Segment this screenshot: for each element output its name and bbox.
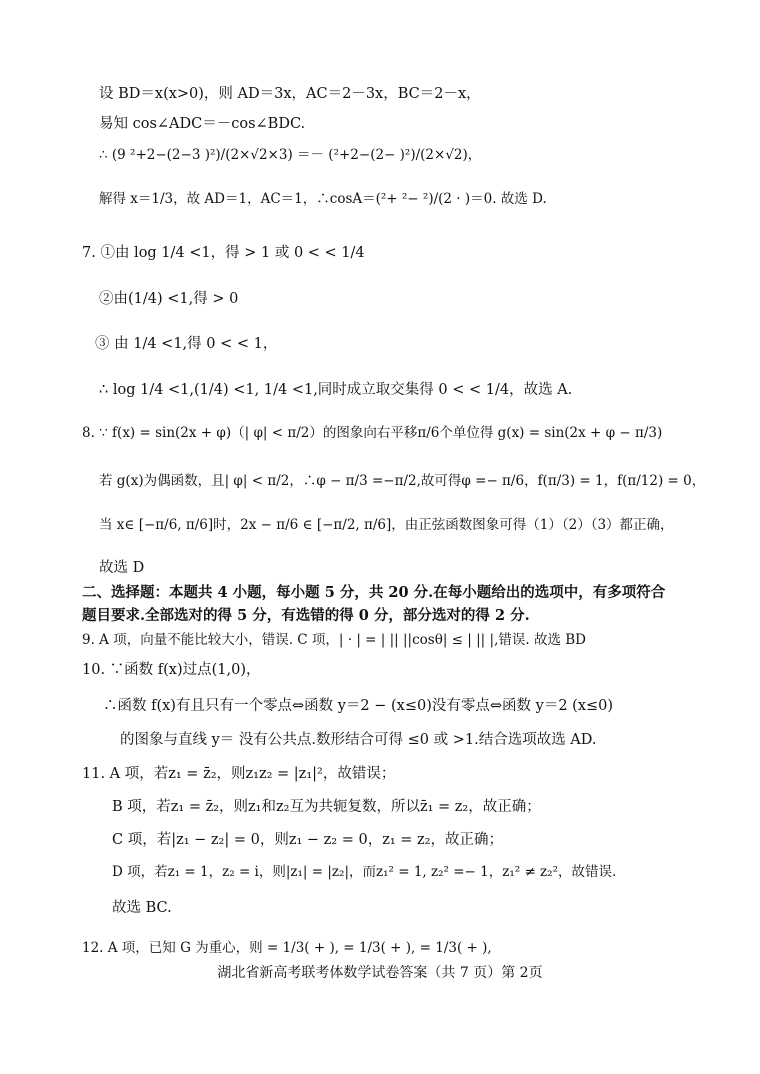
text-line-17: ∴函数 f(x)有且只有一个零点⇔函数 y＝2 − (x≤0)没有零点⇔函数 y＝2 (x≤0) bbox=[103, 698, 614, 714]
text-line-20: B 项，若z₁ = z̄₂，则z₁和z₂互为共轭复数，所以z̄₁ = z₂，故正确； bbox=[112, 799, 541, 815]
text-line-2: 易知 cos∠ADC＝－cos∠BDC. bbox=[99, 116, 306, 132]
text-line-18: 的图象与直线 y＝ 没有公共点.数形结合可得 ≤0 或 >1.结合选项故选 AD. bbox=[120, 732, 597, 748]
text-line-4: 解得 x＝1/3，故 AD＝1，AC＝1，∴cosA＝(²+ ²− ²)/(2 · )＝0. 故选 D. bbox=[99, 191, 547, 207]
text-line-7: ③ 由 1/4 <1,得 0 < < 1， bbox=[95, 336, 278, 352]
text-line-8: ∴ log 1/4 <1,(1/4) <1, 1/4 <1,同时成立取交集得 0 < < 1/4，故选 A. bbox=[99, 382, 573, 398]
text-line-6: ②由(1/4) <1,得 > 0 bbox=[99, 291, 239, 307]
text-line-1: 设 BD＝x(x>0)，则 AD＝3x，AC＝2－3x，BC＝2－x， bbox=[99, 86, 481, 102]
text-line-21: C 项，若|z₁ − z₂| = 0，则z₁ − z₂ = 0，z₁ = z₂，故正确； bbox=[112, 832, 503, 848]
section-heading-line-2: 题目要求.全部选对的得 5 分，有选错的得 0 分，部分选对的得 2 分. bbox=[82, 607, 530, 624]
text-line-11: 当 x∈ [−π/6, π/6]时，2x − π/6 ∈ [−π/2, π/6]，由正弦函数图象可得（1）（2）（3）都正确， bbox=[99, 517, 674, 533]
text-line-12: 故选 D bbox=[99, 560, 145, 576]
text-line-23: 故选 BC. bbox=[112, 900, 172, 916]
text-line-16: 10. ∵函数 f(x)过点(1,0)， bbox=[82, 662, 261, 678]
text-line-3: ∴ (9 ²+2−(2−3 )²)/(2×√2×3) ＝－ (²+2−(2− )²)/(2×√2)， bbox=[99, 147, 482, 163]
text-line-19: 11. A 项，若z₁ = z̄₂，则z₁z₂ = |z₁|²，故错误； bbox=[82, 766, 396, 782]
text-line-10: 若 g(x)为偶函数，且| φ| < π/2，∴φ − π/3 =−π/2,故可得φ =− π/6，f(π/3) = 1，f(π/12) = 0， bbox=[99, 473, 706, 489]
text-line-15: 9. A 项，向量不能比较大小，错误. C 项，| · | = | || ||cosθ| ≤ | || |,错误. 故选 BD bbox=[82, 632, 586, 648]
text-line-9: 8. ∵ f(x) = sin(2x + φ)（| φ| < π/2）的图象向右平移π/6个单位得 g(x) = sin(2x + φ − π/3) bbox=[82, 425, 663, 441]
text-line-5: 7. ①由 log 1/4 <1，得 > 1 或 0 < < 1/4 bbox=[82, 245, 365, 261]
text-line-24: 12. A 项，已知 G 为重心，则 = 1/3( + ), = 1/3( + ), = 1/3( + ), bbox=[82, 940, 492, 956]
section-heading-line-1: 二、选择题：本题共 4 小题，每小题 5 分，共 20 分.在每小题给出的选项中，有多项符合 bbox=[82, 584, 666, 601]
page-footer: 湖北省新高考联考体数学试卷答案（共 7 页）第 2页 bbox=[217, 965, 543, 981]
text-line-22: D 项，若z₁ = 1，z₂ = i，则|z₁| = |z₂|，而z₁² = 1, z₂² =− 1，z₁² ≠ z₂²，故错误. bbox=[112, 864, 617, 880]
